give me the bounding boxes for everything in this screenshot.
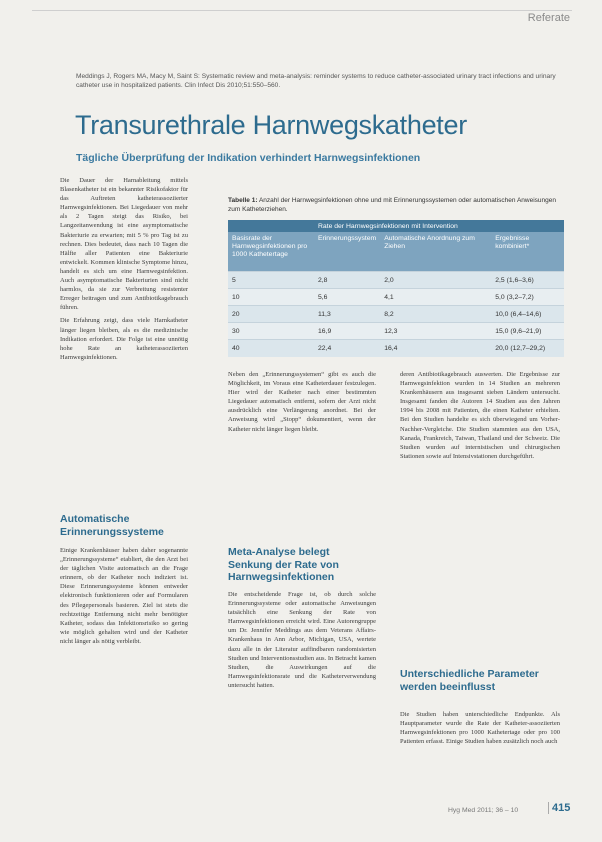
table-header-cell: Basisrate der Harnwegsinfektionen pro 1000 Kathetertage: [228, 232, 314, 272]
table-row: [228, 323, 564, 340]
section-label: Referate: [527, 12, 570, 24]
column-3-continued: [400, 710, 560, 750]
table-cell: 22,4: [314, 340, 380, 357]
results-table: [228, 220, 564, 357]
article-subtitle: Tägliche Überprüfung der Indikation verhindert Harnwegsinfektionen: [76, 152, 421, 164]
journal-footer: Hyg Med 2011; 36 – 10: [448, 807, 519, 814]
page-number: 415: [548, 802, 570, 814]
paragraph: Die Erfahrung zeigt, dass viele Harnkatheter länger liegen bleiben, als es die medizinische Indikation erfordert. Die Folge ist eine unnötig hohe Rate an katheterassoziierten Harnwegsinfektionen.: [60, 317, 188, 361]
table-header-row: [228, 232, 564, 272]
table-cell: 2,0: [380, 272, 491, 289]
table-header-cell: Ergebnisse kombiniert*: [491, 232, 564, 272]
column-2-body: [228, 370, 376, 438]
table-cell: 2,5 (1,6–3,6): [491, 272, 564, 289]
table-cell: 2,8: [314, 272, 380, 289]
table-header-cell: Automatische Anordnung zum Ziehen: [380, 232, 491, 272]
table-cell: 30: [228, 323, 314, 340]
table-group-header: Rate der Harnwegsinfektionen mit Intervention: [314, 220, 564, 232]
table-cell: 12,3: [380, 323, 491, 340]
paragraph: Einige Krankenhäuser haben daher sogenannte „Erinnerungssysteme“ etabliert, die den Arzt bei der täglichen Visite automatisch an die Frage erinnern, ob der Katheter noch indiziert ist. Diese Erinnerungssysteme können entweder elektronisch funktionieren oder auf Formularen des Pflegepersonals basieren. Ziel ist stets die rechtzeitige Entfernung nicht mehr benötigter Katheter, sodass das Infektionsrisiko so gering wie möglich gehalten wird und der Katheter nicht länger als nötig verbleibt.: [60, 547, 188, 645]
citation: Meddings J, Rogers MA, Macy M, Saint S: Systematic review and meta-analysis: reminder systems to reduce catheter-associated urinary tract infections and urinary catheter use in hospitalized patients. Clin Infect Dis 2010;51:550–560.: [76, 73, 556, 89]
table-row: [228, 306, 564, 323]
table-cell: 4,1: [380, 289, 491, 306]
table-cell: 8,2: [380, 306, 491, 323]
section-heading-reminders: Automatische Erinnerungssysteme: [60, 513, 164, 538]
column-2-continued: [228, 590, 376, 694]
column-1-intro: [60, 176, 188, 366]
column-1-body: [60, 546, 188, 650]
table-cell: 15,0 (9,6–21,9): [491, 323, 564, 340]
paragraph: Die entscheidende Frage ist, ob durch solche Erinnerungssysteme oder automatische Anweisungen tatsächlich eine Senkung der Rate von Harnwegsinfektionen erreicht wird. Eine Autorengruppe um Dr. Jennifer Meddings aus dem Veterans Affairs-Krankenhaus in Ann Arbor, Michigan, USA, wertete dazu alle in der Literatur auffindbaren randomisierten Studien und Interventionsstudien aus. In Betracht kamen Studien, die Auswirkungen auf die Harnwegsinfektionsrate und die Katheterverwendung untersucht hatten.: [228, 591, 376, 689]
column-3-body: [400, 370, 560, 465]
table-group-header-row: [228, 220, 564, 232]
table-cell: 5,0 (3,2–7,2): [491, 289, 564, 306]
paragraph: Die Studien haben unterschiedliche Endpunkte. Als Hauptparameter wurde die Rate der Katheter-assoziierten Harnwegsinfektionen pro 1000 Kathetertage oder pro 100 Patienten erfasst. Einige Studien haben zusätzlich noch auch: [400, 711, 560, 746]
table-cell: 16,4: [380, 340, 491, 357]
table-cell: 5,6: [314, 289, 380, 306]
paragraph: deren Antibiotikagebrauch auswerten. Die Ergebnisse zur Harnwegsinfektion wurden in 14 Studien an mehreren Krankenhäusern aus insgesamt sieben Ländern untersucht. Insgesamt fanden die Autoren 14 Studien aus den Jahren 1994 bis 2008 mit Patienten, die einen Katheter erhielten. Bei den Studien handelte es sich überwiegend um Vorher-Nachher-Vergleiche. Die Studien stammten aus den USA, Kanada, Frankreich, Taiwan, Thailand und der Schweiz. Die Studien wurden auf internistischen und chirurgischen Stationen sowie auf Intensivstationen durchgeführt.: [400, 371, 560, 460]
table-cell: 11,3: [314, 306, 380, 323]
section-heading-parameters: Unterschiedliche Parameter werden beeinflusst: [400, 668, 539, 693]
table-caption-text: Anzahl der Harnwegsinfektionen ohne und mit Erinnerungssystemen oder automatischen Anweisungen zum Katheterziehen.: [228, 197, 556, 213]
paragraph: Die Dauer der Harnableitung mittels Blasenkatheter ist ein bekannter Risikofaktor für das Auftreten katheterassoziierter Harnwegsinfektionen. Bei Liegedauer von mehr als 2 Tagen steigt das Risiko, bei Langzeitanwendung ist eine asymptomatische Bakteriurie zu erwarten; mit 5 % pro Tag ist zu rechnen. Dies bedeutet, dass nach 10 Tagen die Hälfte aller Patienten eine Bakteriurie entwickelt. Kommen klinische Symptome hinzu, handelt es sich um eine Harnwegsinfektion. Auch asymptomatische Bakteriurien sind nicht harmlos, da sie zur Verbreitung resistenter Erreger beitragen und zum Antibiotikagebrauch führen.: [60, 177, 188, 312]
table-row: [228, 289, 564, 306]
table-cell: 40: [228, 340, 314, 357]
table-header-cell: Erinnerungssystem: [314, 232, 380, 272]
header-rule: [32, 10, 572, 11]
table-row: [228, 340, 564, 357]
table-caption: [228, 197, 566, 214]
paragraph: Neben den „Erinnerungssystemen“ gibt es auch die Möglichkeit, im Voraus eine Katheterdauer festzulegen. Hier wird der Katheter nach einer bestimmten Liegedauer automatisch entfernt, sofern der Arzt nicht ausdrücklich eine Verlängerung anordnet. Bei der Anweisung wird „Stopp“ dokumentiert, wenn der Katheter nicht länger liegen bleibt.: [228, 371, 376, 433]
table-cell: 20: [228, 306, 314, 323]
table-cell: 10,0 (6,4–14,6): [491, 306, 564, 323]
article-title: Transurethrale Harnwegskatheter: [75, 110, 467, 140]
table-caption-label: Tabelle 1:: [228, 197, 258, 204]
table-cell: 20,0 (12,7–29,2): [491, 340, 564, 357]
section-heading-meta-analysis: Meta-Analyse belegt Senkung der Rate von Harnwegsinfektionen: [228, 546, 339, 583]
table-cell: 10: [228, 289, 314, 306]
table-cell: 5: [228, 272, 314, 289]
table-cell: 16,9: [314, 323, 380, 340]
table-row: [228, 272, 564, 289]
